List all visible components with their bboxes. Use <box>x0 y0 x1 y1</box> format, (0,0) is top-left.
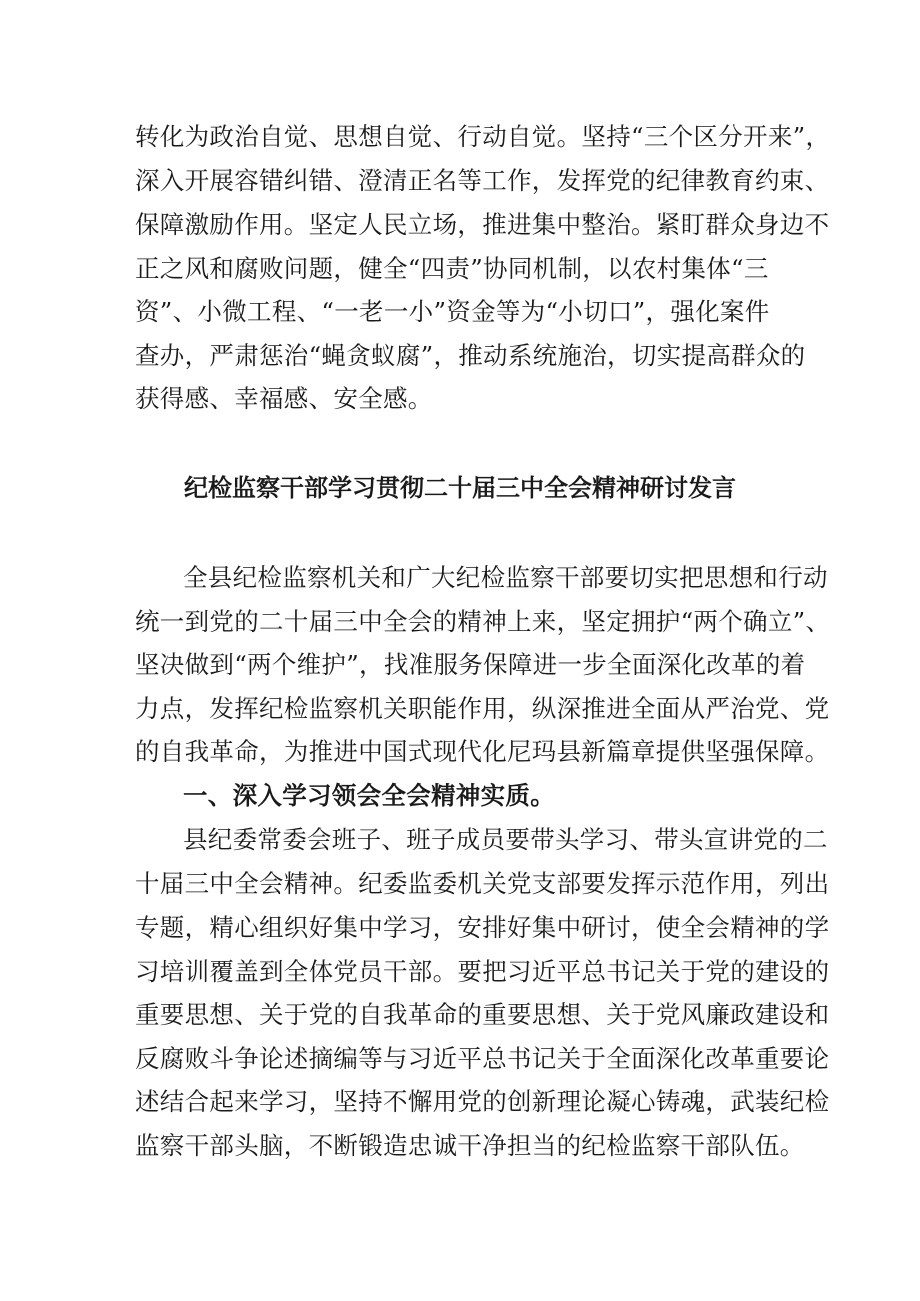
paragraph-line: 查办，严肃惩治“蝇贪蚁腐”，推动系统施治，切实提高群众的 <box>135 341 806 370</box>
paragraph-line: 全县纪检监察机关和广大纪检监察干部要切实把思想和行动 <box>183 563 828 592</box>
paragraph-line: 重要思想、关于党的自我革命的重要思想、关于党风廉政建设和 <box>135 1000 830 1029</box>
article-title: 纪检监察干部学习贯彻二十届三中全会精神研讨发言 <box>184 474 736 502</box>
paragraph-line: 获得感、幸福感、安全感。 <box>135 384 433 413</box>
paragraph-line: 专题，精心组织好集中学习，安排好集中研讨，使全会精神的学 <box>135 913 830 942</box>
paragraph-line: 力点，发挥纪检监察机关职能作用，纵深推进全面从严治党、党 <box>135 694 830 723</box>
paragraph-line: 述结合起来学习，坚持不懈用党的创新理论凝心铸魂，武装纪检 <box>135 1087 830 1116</box>
paragraph-line: 保障激励作用。坚定人民立场，推进集中整治。紧盯群众身边不 <box>135 210 830 239</box>
paragraph-line: 统一到党的二十届三中全会的精神上来，坚定拥护“两个确立”、 <box>135 607 831 636</box>
paragraph-line: 的自我革命，为推进中国式现代化尼玛县新篇章提供坚强保障。 <box>135 737 830 766</box>
paragraph-line: 十届三中全会精神。纪委监委机关党支部要发挥示范作用，列出 <box>135 869 830 898</box>
paragraph-line: 坚决做到“两个维护”，找准服务保障进一步全面深化改革的着 <box>135 650 806 679</box>
paragraph-line: 深入开展容错纠错、澄清正名等工作，发挥党的纪律教育约束、 <box>135 166 830 195</box>
paragraph-line: 习培训覆盖到全体党员干部。要把习近平总书记关于党的建设的 <box>135 957 830 986</box>
paragraph-line: 反腐败斗争论述摘编等与习近平总书记关于全面深化改革重要论 <box>135 1044 830 1073</box>
paragraph-line: 监察干部头脑，不断锻造忠诚干净担当的纪检监察干部队伍。 <box>135 1131 805 1160</box>
paragraph-line: 资”、小微工程、“一老一小”资金等为“小切口”，强化案件 <box>135 297 770 326</box>
paragraph-line: 转化为政治自觉、思想自觉、行动自觉。坚持“三个区分开来”， <box>135 122 831 151</box>
paragraph-line: 县纪委常委会班子、班子成员要带头学习、带头宣讲党的二 <box>183 825 828 854</box>
paragraph-line: 正之风和腐败问题，健全“四责”协同机制，以农村集体“三 <box>135 254 769 283</box>
section-heading: 一、深入学习领会全会精神实质。 <box>183 781 555 810</box>
